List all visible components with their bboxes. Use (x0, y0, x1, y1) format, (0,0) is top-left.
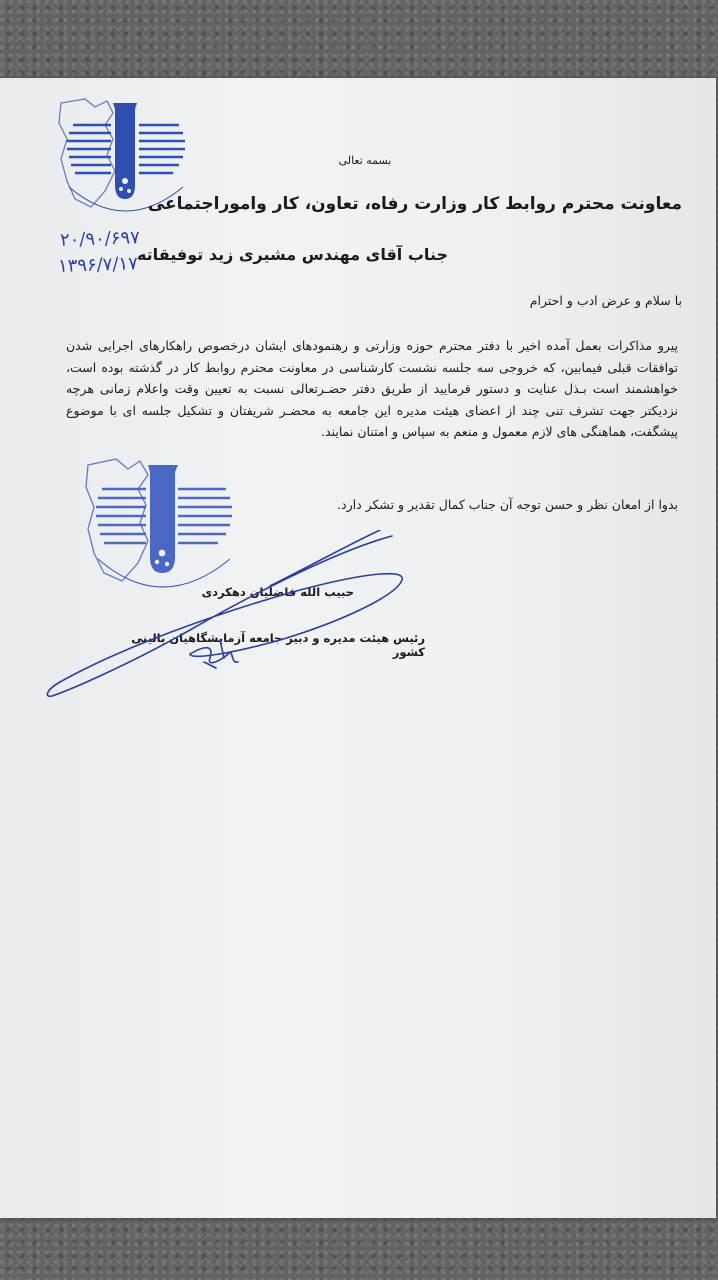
closing-line: بدوا از امعان نظر و حسن توجه آن جناب کمال تقدیر و تشکر دارد. (337, 497, 678, 512)
letter-body: پیرو مذاکرات بعمل آمده اخیر با دفتر محترم حوزه وزارتی و رهنمودهای ایشان درخصوص راهکارهای اجرایی شدن توافقات قبلی فیمابین، که خروجی سه جلسه نشست کارشناسی در معاونت محترم روابط کار در گذشته بوده است، خواهشمند است بـذل عنایت و دستور فرمایید از طریق دفتر حضـرتعالی نسبت به تعیین وقت واعلام زمانی هرچه نزدیکتر جهت تشرف تنی چند از اعضای هیئت مدیره این جامعه به محضـر شریفتان و تشکیل جلسه ای با موضوع پیشگفت، هماهنگی های لازم معمول و منعم به سپاس و امتنان نمایند. (66, 338, 678, 439)
handwritten-letter-date: ۱۳۹۶/۷/۱۷ (57, 253, 139, 277)
handwritten-letter-number: ۲۰/۹۰/۶۹۷ (59, 227, 141, 251)
recipient-line: معاونت محترم روابط کار وزارت رفاه، تعاون، کار واموراجتماعی (147, 194, 682, 214)
greeting-line: با سلام و عرض ادب و احترام (529, 293, 682, 308)
signer-name: حبیب الله فاضلیان دهکردی (201, 585, 354, 599)
addressee-line: جناب آقای مهندس مشیری زید توفیقاته (136, 245, 448, 264)
handwritten-signature (40, 530, 420, 710)
signer-title: رئیس هیئت مدیره و دبیر جامعه آزمایشگاهیان بالینی کشور (131, 631, 425, 659)
bismillah-heading: بسمه تعالی (338, 154, 392, 167)
